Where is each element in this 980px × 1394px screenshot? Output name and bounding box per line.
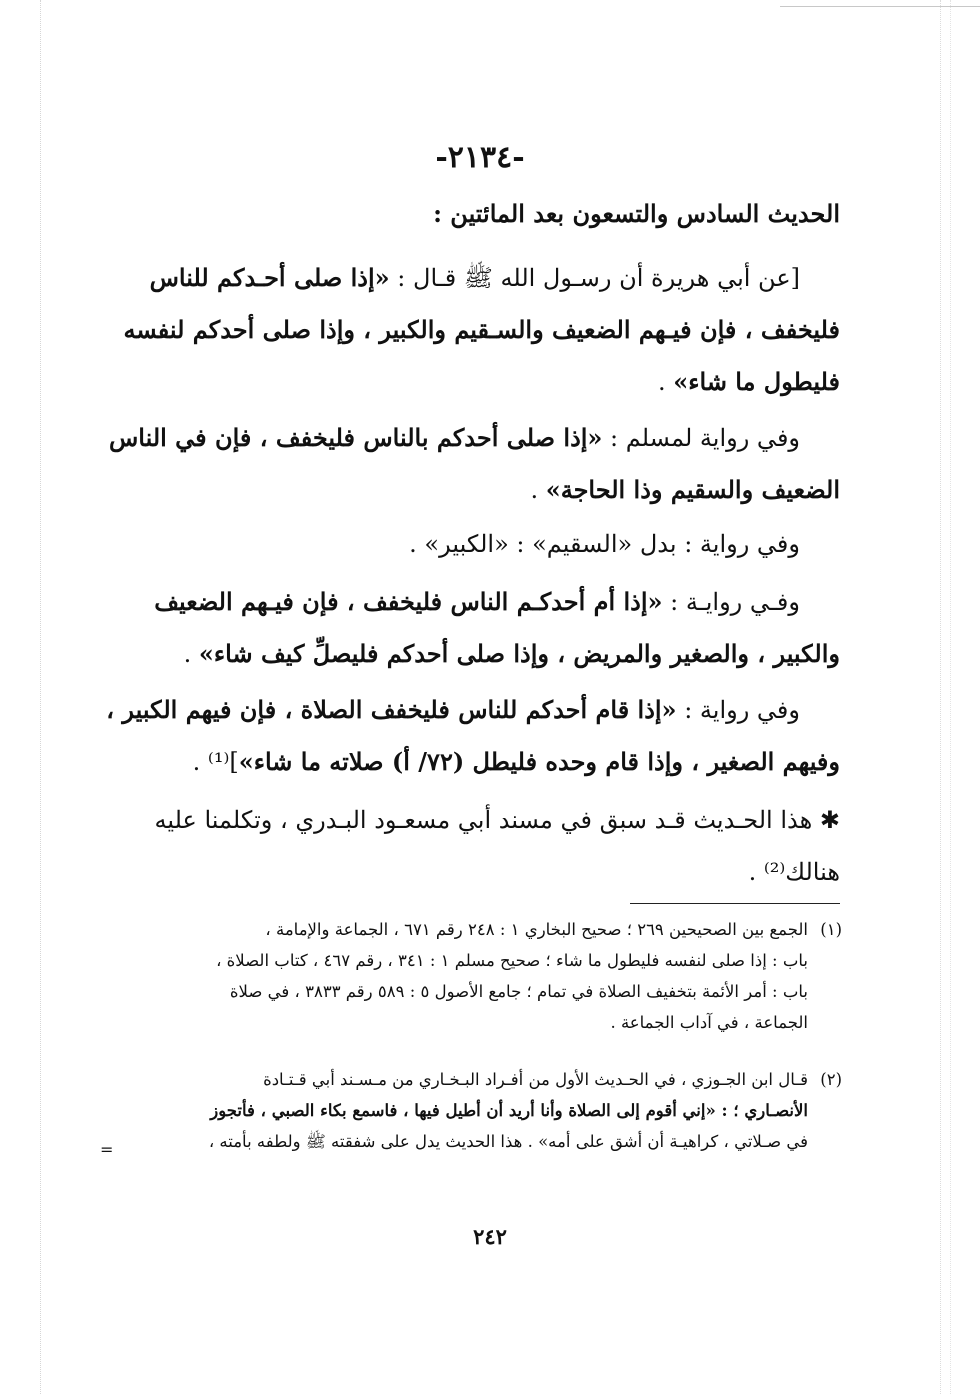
footnote-line: الجماعة ، في آداب الجماعة . — [610, 1013, 808, 1032]
hadith-paragraph — [123, 252, 840, 408]
footnote-line: باب : أمر الأئمة بتخفيف الصلاة في تمام ؛ جامع الأصول ٥ : ٥٨٩ رقم ٣٨٣٣ ، في صلاة — [229, 982, 808, 1001]
footnote-line: في صـلاتي ، كراهيـة أن أشق على أمه» . هذا الحديث يدل على شفقته ﷺ ولطفه بأمته ، — [208, 1132, 808, 1151]
footnote — [130, 1064, 842, 1157]
footnote-line: الأنصـاري ؛ : «إني أقوم إلى الصلاة وأنا أريد أن أطيل فيها ، فاسمع بكاء الصبي ، فأتجوز — [210, 1101, 808, 1120]
text-line: فليخفف ، فإن فيـهم الضعيف والسـقيم والكبير ، وإذا صلى أحدكم لنفسه — [123, 315, 840, 344]
text-line: ✱ هذا الحـديث قـد سبق في مسند أبي مسعـود البـدري ، وتكلمنا عليه — [154, 806, 840, 834]
scan-artifact-dots — [940, 0, 941, 1394]
scan-artifact-dots — [950, 0, 951, 1394]
text-line: وفيهم الصغير ، وإذا قام وحده فليطل (٧٢/ أ) صلاته ما شاء»]⁽¹⁾ . — [192, 747, 840, 776]
text-line: والكبير ، والصغير والمريض ، وإذا صلى أحدكم فليصلِّ كيف شاء» . — [183, 639, 840, 668]
footnote-number: (٢) — [820, 1070, 842, 1089]
text-line: فليطول ما شاء» . — [657, 367, 840, 396]
footnote-line: (٢)قـال ابن الجـوزي ، في الحـديث الأول من أفـراد البـخـاري من مـسـند أبي قـتـادة — [130, 1064, 842, 1095]
section-heading: الحديث السادس والتسعون بعد المائتين : — [433, 199, 840, 228]
footnote-separator — [630, 903, 840, 904]
scan-artifact-dots — [40, 0, 41, 1394]
text-line: وفي رواية لمسلم : «إذا صلى أحدكم بالناس فليخفف ، فإن في الناس — [108, 423, 800, 452]
narration-paragraph — [106, 684, 840, 788]
narration-paragraph — [108, 412, 840, 516]
narration-paragraph — [130, 576, 840, 680]
narration-paragraph — [130, 518, 840, 570]
footnote — [130, 914, 842, 1038]
hadith-number: -٢١٣٤- — [435, 140, 525, 175]
text-line: الضعيف والسقيم وذا الحاجة» . — [530, 475, 840, 504]
text-line: وفي رواية : بدل «السقيم» : «الكبير» . — [409, 530, 800, 558]
footnote-line: (١)الجمع بين الصحيحين ٢٦٩ ؛ صحيح البخاري ١ : ٢٤٨ رقم ٦٧١ ، الجماعة والإمامة ، — [130, 914, 842, 945]
continuation-mark: = — [100, 1140, 114, 1159]
text-line: وفي رواية : «إذا قام أحدكم للناس فليخفف الصلاة ، فإن فيهم الكبير ، — [106, 695, 800, 724]
text-line: وفـي روايـة : «إذا أم أحدكـم الناس فليخفف ، فإن فيـهم الضعيف — [154, 587, 800, 616]
footnote-line: باب : إذا صلى لنفسه فليطول ما شاء ؛ صحيح مسلم ١ : ٣٤١ ، رقم ٤٦٧ ، كتاب الصلاة ، — [216, 951, 808, 970]
text-line: هنالك⁽²⁾ . — [748, 858, 840, 886]
page-number: ٢٤٢ — [473, 1224, 507, 1249]
text-line: [عن أبي هريرة أن رسـول الله ﷺ قـال : «إذا صلى أحـدكم للناس — [149, 263, 800, 292]
commentary-paragraph — [130, 794, 840, 898]
footnote-number: (١) — [820, 920, 842, 939]
